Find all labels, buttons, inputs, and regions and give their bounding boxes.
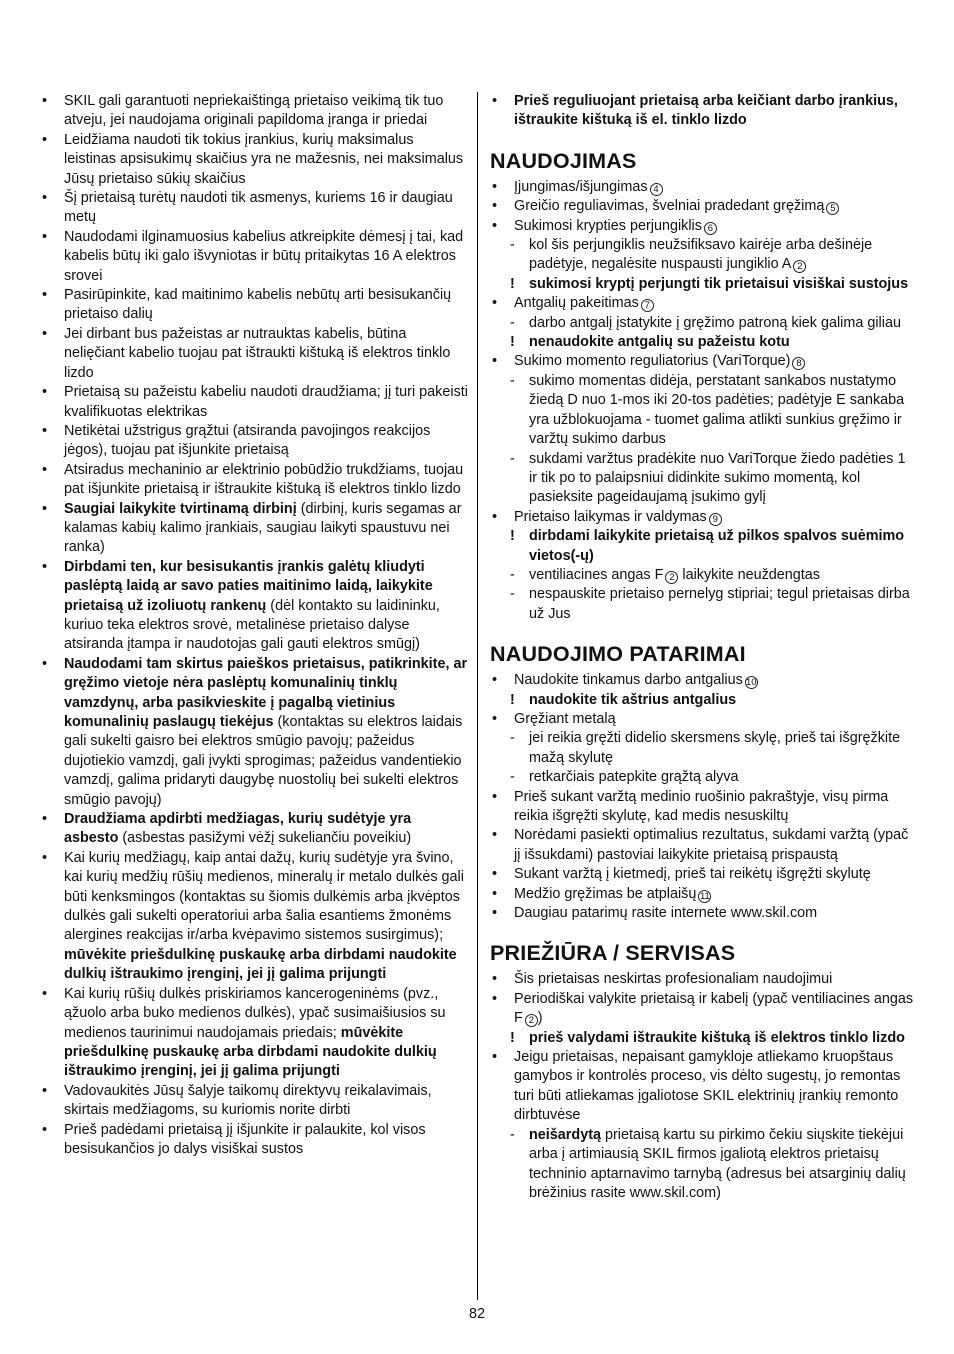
text: Daugiau patarimų rasite internete www.skil.com: [514, 905, 818, 922]
text: darbo antgalį įstatykite į gręžimo patroną kiek galima giliau: [529, 314, 901, 331]
text: Prieš padėdami prietaisą jį išjunkite ir palaukite, kol visos besisukančios jo dalys visiškai sustos: [64, 1121, 426, 1157]
dash-marker: -: [510, 566, 515, 583]
bullet-marker: •: [42, 811, 48, 828]
text: Sukimosi krypties perjungiklis: [514, 217, 702, 234]
figure-ref-number: 4: [650, 183, 663, 196]
list-item: [40, 810, 468, 849]
text: Šis prietaisas neskirtas profesionaliam naudojimui: [514, 971, 833, 988]
bold-text: Draudžiama apdirbti medžiagas, kurių sudėtyje yra asbesto: [64, 811, 412, 847]
text: laikykite neuždengtas: [678, 566, 820, 583]
text: SKIL gali garantuoti nepriekaištingą prietaiso veikimą tik tuo atveju, jei naudojama originali papildoma įranga ir priedai: [64, 93, 444, 129]
warning-marker: !: [510, 1029, 515, 1046]
text: (dėl kontakto su laidininku, kuriuo teka elektros srovė, metalinėse prietaiso dalyse atsiranda įtampa ir naudotojas gali gauti elektros smūgį): [64, 597, 440, 653]
bold-text: naudokite tik aštrius antgalius: [529, 691, 737, 708]
bullet-marker: •: [492, 885, 498, 902]
text: Prieš sukant varžtą medinio ruošinio pakraštyje, visų pirma reikia išgręžti skylutę, kad medis nesuskiltų: [514, 788, 889, 824]
sub-item: [490, 236, 915, 275]
text: Įjungimas/išjungimas: [514, 178, 648, 195]
list-item: [490, 710, 915, 729]
bullet-marker: •: [42, 1121, 48, 1138]
sub-item: [490, 314, 915, 333]
list-item: [490, 508, 915, 527]
list-item: [40, 92, 468, 131]
text: retkarčiais patepkite grąžtą alyva: [529, 769, 739, 786]
list-item: [490, 788, 915, 827]
text: sukimo momentas didėja, perstatant sankabos nustatymo žiedą D nuo 1-mos iki 20-tos padėties; padėtyje E sankaba yra užblokuojama - tuomet galima atlikti sunkius gręžimo ir varžtų sukimo darbus: [529, 372, 905, 448]
list-item: [40, 131, 468, 189]
text: (dirbinį, kuris segamas ar kalamas kabių kalimo įrankiais, saugiau laikyti spaustuvu nei ranka): [64, 500, 462, 556]
bullet-marker: •: [492, 1049, 498, 1066]
left-column: [40, 92, 468, 1159]
bullet-marker: •: [492, 198, 498, 215]
list-item: [40, 286, 468, 325]
bullet-marker: •: [492, 827, 498, 844]
figure-ref-number: 5: [826, 202, 839, 215]
section-heading: PRIEŽIŪRA / SERVISAS: [490, 941, 736, 966]
figure-ref-number: 10: [746, 677, 757, 689]
warning-item: [490, 1029, 915, 1048]
text: Medžio gręžimas be atplaišų: [514, 885, 697, 902]
list-item: [490, 970, 915, 989]
text: nespauskite prietaiso pernelyg stipriai; tegul prietaisas dirba už Jus: [529, 586, 910, 622]
list-item: [490, 865, 915, 884]
bullet-marker: •: [492, 178, 498, 195]
bullet-marker: •: [492, 990, 498, 1007]
text: (kontaktas su elektros laidais gali sukelti gaisro bei elektros smūgio pavojų; pažeidus dujotiekio vamzdį, gali įvykti sprogimas; pažeidus vandentiekio vamzdį, galima pridaryti daugybę nuostolių bei sukelti elektros smūgio pavojų): [64, 714, 463, 808]
list-item: [40, 189, 468, 228]
sub-item: [490, 372, 915, 450]
sub-item: [490, 729, 915, 768]
figure-ref-number: 6: [704, 222, 717, 235]
list-item: [490, 178, 915, 197]
list-item: [490, 352, 915, 371]
figure-ref-number: 7: [641, 299, 654, 312]
bold-text: Dirbdami ten, kur besisukantis įrankis galėtų kliudyti paslėptą laidą ar savo paties maitinimo laidą, laikykite prietaisą už izoliuotų rankenų: [64, 558, 433, 614]
bullet-marker: •: [492, 93, 498, 109]
bullet-marker: •: [42, 1082, 48, 1099]
bullet-marker: •: [492, 508, 498, 525]
list-item: [40, 655, 468, 810]
bullet-marker: •: [492, 217, 498, 234]
sub-item: [490, 768, 915, 787]
dash-marker: -: [510, 237, 515, 254]
list-item: [490, 990, 915, 1029]
list-item: [40, 1082, 468, 1121]
list-item: [40, 422, 468, 461]
bold-text: nenaudokite antgalių su pažeistu kotu: [529, 334, 790, 351]
dash-marker: -: [510, 586, 515, 603]
dash-marker: -: [510, 769, 515, 786]
text: Sukimo momento reguliatorius (VariTorque): [514, 353, 791, 370]
text: Naudodami ilginamuosius kabelius atkreipkite dėmesį į tai, kad kabelis būtų iki galo išvyniotas ir būtų pritaikytas 16 A elektros srovei: [64, 228, 464, 284]
figure-ref-number: 2: [665, 571, 678, 584]
bold-text: mūvėkite priešdulkinę puskaukę arba dirbdami naudokite dulkių ištraukimo įrenginį, jei jį galima prijungti: [64, 1024, 437, 1080]
right-column: [490, 92, 915, 1203]
text: Jeigu prietaisas, nepaisant gamykloje atliekamo kruopštaus gamybos ir kontrolės proceso, vis dėlto sugestų, jo remontas turi būti atliekamas įgaliotose SKIL elektrinių įrankių remonto dirbtuvėse: [514, 1049, 901, 1124]
warning-marker: !: [510, 334, 515, 351]
text: Prietaiso laikymas ir valdymas: [514, 508, 707, 525]
list-item: [490, 1048, 915, 1126]
bullet-marker: •: [42, 461, 48, 478]
bold-text: prieš valydami ištraukite kištuką iš elektros tinklo lizdo: [529, 1029, 905, 1046]
list-item: [490, 671, 915, 690]
list-item: [40, 1121, 468, 1160]
bullet-marker: •: [42, 325, 48, 342]
bullet-marker: •: [492, 866, 498, 883]
bullet-marker: •: [42, 190, 48, 207]
page-number: 82: [468, 1306, 485, 1322]
text: (asbestas pasižymi vėžį sukeliančiu poveikiu): [118, 830, 412, 847]
list-item: [40, 461, 468, 500]
figure-ref-number: 9: [709, 513, 722, 526]
text: Naudokite tinkamus darbo antgalius: [514, 672, 743, 689]
text: Gręžiant metalą: [514, 710, 616, 727]
text: Šį prietaisą turėtų naudoti tik asmenys, kuriems 16 ir daugiau metų: [64, 190, 453, 226]
list-item: [40, 383, 468, 422]
bold-text: Prieš reguliuojant prietaisą arba keičiant darbo įrankius, ištraukite kištuką iš el. tinklo lizdo: [514, 93, 898, 129]
list-item: [490, 294, 915, 313]
list-item: [490, 197, 915, 216]
bullet-marker: •: [42, 422, 48, 439]
warning-marker: !: [510, 691, 515, 708]
text: Greičio reguliavimas, švelniai pradedant gręžimą: [514, 198, 825, 215]
section-heading: NAUDOJIMAS: [490, 148, 637, 173]
bullet-marker: •: [492, 710, 498, 727]
warning-item: [490, 333, 915, 352]
text: Periodiškai valykite prietaisą ir kabelį (ypač ventiliacines angas F: [514, 990, 914, 1027]
list-item: [490, 885, 915, 904]
bold-text: mūvėkite priešdulkinę puskaukę arba dirbdami naudokite dulkių ištraukimo įrenginį, jei jį galima prijungti: [64, 946, 457, 983]
warning-marker: !: [510, 528, 515, 545]
text: Vadovaukitės Jūsų šalyje taikomų direktyvų reikalavimais, skirtais medžiagoms, su kuriomis norite dirbti: [64, 1082, 432, 1119]
list-item: [40, 325, 468, 383]
warning-marker: !: [510, 275, 515, 292]
text: Leidžiama naudoti tik tokius įrankius, kurių maksimalus leistinas apsisukimų skaičius yra ne mažesnis, nei maksimalus Jūsų prietaiso sūkių skaičius: [64, 131, 464, 187]
sub-item: [490, 566, 915, 585]
warning-item: [490, 275, 915, 294]
warning-item: [490, 691, 915, 710]
bullet-marker: •: [42, 287, 48, 304]
text: sukdami varžtus pradėkite nuo VariTorque žiedo padėties 1 ir tik po to palaipsniui didinkite sukimo momentą, kol pasieksite pageidaujamą įsukimo gylį: [529, 450, 906, 506]
column-divider: [477, 92, 478, 1300]
text: jei reikia gręžti didelio skersmens skylę, prieš tai išgręžkite mažą skylutę: [529, 730, 901, 766]
text: prietaisą kartu su pirkimo čekiu siųskite tiekėjui arba į artimiausią SKIL firmos įgaliotą elektros prietaisų techninio aptarnavimo tarnybą (adresus bei atsarginių dalių brėžinius rasite www.skil.com): [529, 1126, 906, 1201]
bullet-marker: •: [42, 131, 48, 148]
text: Kai kurių rūšių dulkės priskiriamos kancerogeninėms (pvz., ąžuolo arba buko medienos dulkės), ypač susimaišiusios su medienos taurinimui naudojamais priedais;: [64, 985, 446, 1041]
bold-text: Naudodami tam skirtus paieškos prietaisus, patikrinkite, ar gręžimo vietoje nėra paslėptų komunalinių tinklų vamzdynų, arba pasikvieskite į pagalbą vietinius komunalinių paslaugų tiekėjus: [64, 655, 468, 730]
text: Antgalių pakeitimas: [514, 295, 639, 312]
text: ventiliacines angas F: [529, 566, 664, 583]
sub-item: [490, 585, 915, 624]
bullet-marker: •: [42, 500, 48, 517]
list-item: [490, 92, 915, 131]
dash-marker: -: [510, 1126, 515, 1143]
list-item: [40, 558, 468, 655]
dash-marker: -: [510, 730, 515, 747]
bold-text: dirbdami laikykite prietaisą už pilkos spalvos suėmimo vietos(-ų): [529, 528, 905, 564]
bold-text: sukimosi kryptį perjungti tik prietaisui visiškai sustojus: [529, 275, 909, 292]
list-item: [490, 904, 915, 923]
text: Sukant varžtą į kietmedį, prieš tai reikėtų išgręžti skylutę: [514, 866, 871, 883]
bullet-marker: •: [492, 353, 498, 370]
text: Jei dirbant bus pažeistas ar nutrauktas kabelis, būtina nelięčiant kabelio tuojau pat ištraukti kištuką iš elektros tinklo lizdo: [64, 325, 451, 381]
figure-ref-number: 2: [525, 1014, 538, 1027]
dash-marker: -: [510, 314, 515, 331]
list-item: [40, 849, 468, 985]
dash-marker: -: [510, 450, 515, 467]
text: Netikėtai užstrigus grąžtui (atsiranda pavojingos reakcijos jėgos), tuojau pat išjunkite prietaisą: [64, 422, 431, 459]
list-item: [490, 826, 915, 865]
figure-ref-number: 2: [793, 260, 806, 273]
bullet-marker: •: [42, 384, 48, 401]
bold-text: neišardytą: [529, 1126, 601, 1143]
bullet-marker: •: [492, 672, 498, 689]
text: kol šis perjungiklis neužsifiksavo kairėje arba dešinėje padėtyje, negalėsite nuspausti jungiklio A: [529, 237, 873, 273]
bullet-marker: •: [492, 905, 498, 922]
list-item: [40, 228, 468, 286]
text: Atsiradus mechaninio ar elektrinio pobūdžio trukdžiams, tuojau pat išjunkite prietaisą ir ištraukite kištuką iš elektros tinklo lizdo: [64, 461, 464, 498]
warning-item: [490, 527, 915, 566]
bullet-marker: •: [42, 849, 48, 866]
list-item: [40, 500, 468, 558]
sub-item: [490, 450, 915, 508]
text: Prietaisą su pažeistu kabeliu naudoti draudžiama; jį turi pakeisti kvalifikuotas elektrikas: [64, 384, 468, 420]
bullet-marker: •: [42, 228, 48, 245]
bold-text: Saugiai laikykite tvirtinamą dirbinį: [64, 500, 297, 517]
bullet-marker: •: [42, 558, 48, 575]
sub-item: [490, 1126, 915, 1204]
list-item: [40, 985, 468, 1082]
bullet-marker: •: [42, 655, 48, 672]
dash-marker: -: [510, 372, 515, 389]
figure-ref-number: 11: [699, 890, 710, 902]
figure-ref-number: 8: [792, 357, 805, 370]
bullet-marker: •: [42, 93, 48, 109]
section-heading: NAUDOJIMO PATARIMAI: [490, 642, 746, 667]
text: Norėdami pasiekti optimalius rezultatus, sukdami varžtą (ypač jį išsukdami) pastoviai laikykite prietaisą prispaustą: [514, 827, 909, 863]
text: ): [537, 1010, 543, 1027]
text: Kai kurių medžiagų, kaip antai dažų, kurių sudėtyje yra švino, kai kurių medžių rūšių medienos, mineralų ir metalo dulkės gali būti kenksmingos (kontaktas su šiomis dulkėmis arba įkvėptos dulkės gali sukelti operatoriui arba šalia esantiems žmonėms alergines reakcijas ir/arba kvėpavimo sistemos susirgimus);: [64, 849, 464, 944]
text: Pasirūpinkite, kad maitinimo kabelis nebūtų arti besisukančių prietaiso dalių: [64, 287, 452, 323]
list-item: [490, 217, 915, 236]
bullet-marker: •: [492, 295, 498, 312]
bullet-marker: •: [42, 985, 48, 1002]
bullet-marker: •: [492, 971, 498, 988]
bullet-marker: •: [492, 788, 498, 805]
